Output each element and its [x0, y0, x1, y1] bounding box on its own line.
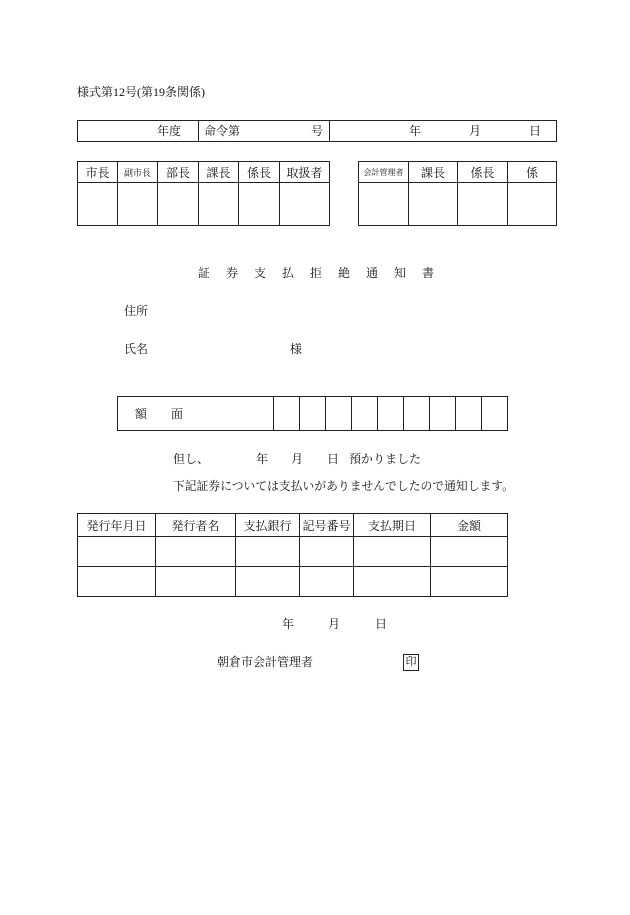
proviso-month-label: 月 — [291, 452, 304, 466]
details-table — [77, 513, 508, 597]
approval-header-subsection-chief: 係長 — [239, 162, 280, 183]
details-cell — [354, 537, 431, 567]
order-date-day-label: 日 — [529, 124, 542, 138]
approval-header-staff: 係 — [508, 162, 557, 183]
order-header-row — [77, 120, 557, 142]
details-cell — [156, 567, 236, 597]
header-due-date: 支払期日 — [354, 514, 431, 537]
amount-digit-cell — [430, 397, 456, 431]
amount-table — [117, 396, 508, 431]
header-serial-number: 記号番号 — [300, 514, 354, 537]
approval-header-mayor: 市長 — [78, 162, 118, 183]
details-cell — [156, 537, 236, 567]
amount-digit-cell — [274, 397, 300, 431]
fiscal-year-cell — [78, 121, 199, 142]
amount-digit-cell — [404, 397, 430, 431]
amount-label: 額 面 — [118, 397, 274, 431]
seal-mark: 印 — [403, 654, 419, 671]
proviso-suffix: 預かりました — [349, 452, 422, 466]
header-paying-bank: 支払銀行 — [236, 514, 300, 537]
stamp-cell-section-chief — [199, 183, 239, 226]
form-number-label: 様式第12号(第19条関係) — [77, 85, 205, 99]
fiscal-year-label: 年度 — [157, 124, 182, 138]
issue-date-day-label: 日 — [375, 617, 388, 631]
approval-header-accounting-manager: 会計管理者 — [359, 162, 409, 183]
stamp-cell-department-head — [158, 183, 199, 226]
order-date-cell — [330, 121, 557, 142]
approval-header-subsection-chief: 係長 — [458, 162, 508, 183]
details-cell — [78, 537, 156, 567]
approval-header-section-chief: 課長 — [409, 162, 458, 183]
order-number-suffix: 号 — [311, 124, 324, 138]
amount-digit-cell — [378, 397, 404, 431]
amount-digit-cell — [456, 397, 482, 431]
header-amount: 金額 — [431, 514, 508, 537]
stamp-cell-staff — [508, 183, 557, 226]
approval-table-left — [77, 161, 330, 226]
details-cell — [300, 567, 354, 597]
stamp-cell-section-chief — [409, 183, 458, 226]
stamp-cell-handler — [280, 183, 330, 226]
details-cell — [236, 537, 300, 567]
document-title: 証 券 支 払 拒 絶 通 知 書 — [198, 266, 437, 280]
stamp-cell-mayor — [78, 183, 118, 226]
amount-digit-cell — [326, 397, 352, 431]
issue-date-year-label: 年 — [282, 617, 295, 631]
details-cell — [354, 567, 431, 597]
proviso-line — [0, 452, 630, 466]
name-label: 氏名 — [124, 342, 149, 356]
details-cell — [300, 537, 354, 567]
details-cell — [431, 537, 508, 567]
proviso-prefix: 但し、 — [173, 452, 210, 466]
stamp-cell-subsection-chief — [239, 183, 280, 226]
approval-table-right — [358, 161, 557, 226]
order-number-prefix: 命令第 — [204, 124, 241, 138]
address-label: 住所 — [124, 304, 149, 318]
stamp-cell-accounting-manager — [359, 183, 409, 226]
notice-text: 下記証券については支払いがありませんでしたので通知します。 — [173, 479, 514, 493]
issue-date-line — [0, 617, 630, 631]
approval-header-deputy-mayor: 副市長 — [118, 162, 158, 183]
proviso-year-label: 年 — [256, 452, 269, 466]
approval-header-department-head: 部長 — [158, 162, 199, 183]
stamp-cell-deputy-mayor — [118, 183, 158, 226]
details-cell — [236, 567, 300, 597]
details-cell — [78, 567, 156, 597]
stamp-cell-subsection-chief — [458, 183, 508, 226]
issue-date-month-label: 月 — [328, 617, 341, 631]
honorific-label: 様 — [290, 342, 303, 356]
order-date-year-label: 年 — [409, 124, 422, 138]
approval-header-handler: 取扱者 — [280, 162, 330, 183]
order-date-month-label: 月 — [469, 124, 482, 138]
header-issue-date: 発行年月日 — [78, 514, 156, 537]
issuer-title: 朝倉市会計管理者 — [217, 655, 314, 669]
approval-header-section-chief: 課長 — [199, 162, 239, 183]
amount-digit-cell — [482, 397, 508, 431]
amount-digit-cell — [352, 397, 378, 431]
amount-digit-cell — [300, 397, 326, 431]
proviso-day-label: 日 — [327, 452, 340, 466]
order-number-cell — [199, 121, 330, 142]
details-cell — [431, 567, 508, 597]
header-issuer-name: 発行者名 — [156, 514, 236, 537]
